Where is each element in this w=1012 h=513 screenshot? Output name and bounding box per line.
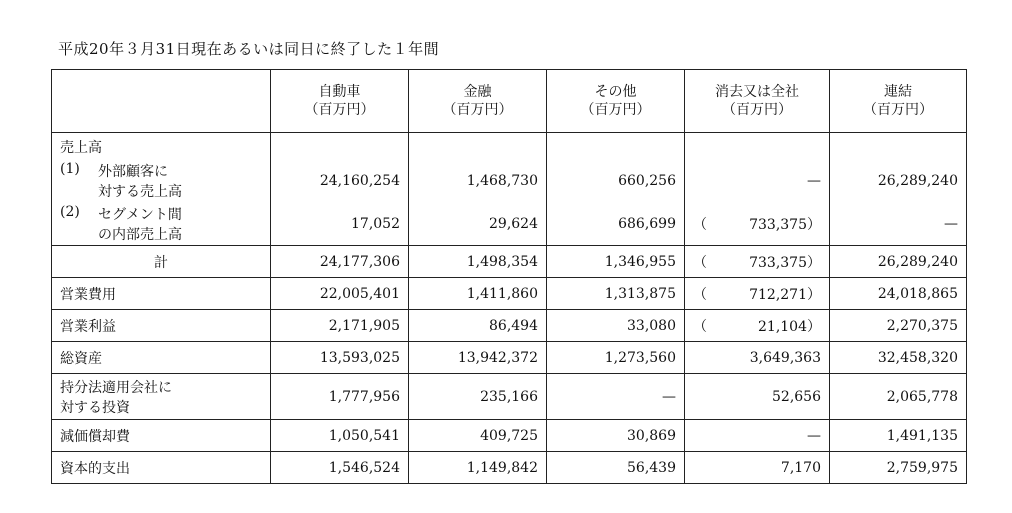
capex-finance: 1,149,842 <box>409 452 547 484</box>
row-label-capex: 資本的支出 <box>52 452 271 484</box>
header-consol: 連結 （百万円） <box>830 70 967 133</box>
depr-auto: 1,050,541 <box>271 420 409 452</box>
equity-auto: 1,777,956 <box>271 374 409 420</box>
total-elim: （ 733,375） <box>685 246 830 278</box>
equity-other: — <box>547 374 685 420</box>
table-row-op-inc <box>52 310 967 342</box>
total-consol: 26,289,240 <box>830 246 967 278</box>
equity-consol: 2,065,778 <box>830 374 967 420</box>
header-row <box>52 70 967 133</box>
depr-elim: — <box>685 420 830 452</box>
assets-finance: 13,942,372 <box>409 342 547 374</box>
op-exp-finance: 1,411,860 <box>409 278 547 310</box>
header-other: その他 （百万円） <box>547 70 685 133</box>
op-exp-elim: （ 712,271） <box>685 278 830 310</box>
op-inc-auto: 2,171,905 <box>271 310 409 342</box>
total-other: 1,346,955 <box>547 246 685 278</box>
op-inc-other: 33,080 <box>547 310 685 342</box>
table-caption: 平成20年３月31日現在あるいは同日に終了した１年間 <box>58 40 440 58</box>
sales-consol: 26,289,240 — <box>830 133 967 246</box>
header-finance: 金融 （百万円） <box>409 70 547 133</box>
op-inc-elim: （ 21,104） <box>685 310 830 342</box>
capex-consol: 2,759,975 <box>830 452 967 484</box>
row-label-equity: 持分法適用会社に 対する投資 <box>52 374 271 420</box>
assets-auto: 13,593,025 <box>271 342 409 374</box>
total-auto: 24,177,306 <box>271 246 409 278</box>
assets-elim: 3,649,363 <box>685 342 830 374</box>
op-exp-auto: 22,005,401 <box>271 278 409 310</box>
sales-auto: 24,160,254 17,052 <box>271 133 409 246</box>
row-label-total: 計 <box>52 246 271 278</box>
equity-finance: 235,166 <box>409 374 547 420</box>
row-label-op-exp: 営業費用 <box>52 278 271 310</box>
header-auto: 自動車 （百万円） <box>271 70 409 133</box>
table-row-capex <box>52 452 967 484</box>
row-label-assets: 総資産 <box>52 342 271 374</box>
op-exp-consol: 24,018,865 <box>830 278 967 310</box>
row-label-depr: 減価償却費 <box>52 420 271 452</box>
capex-elim: 7,170 <box>685 452 830 484</box>
segment-table <box>51 69 967 484</box>
depr-finance: 409,725 <box>409 420 547 452</box>
row-label-op-inc: 営業利益 <box>52 310 271 342</box>
table-row-depr <box>52 420 967 452</box>
assets-other: 1,273,560 <box>547 342 685 374</box>
op-exp-other: 1,313,875 <box>547 278 685 310</box>
table-row-op-exp <box>52 278 967 310</box>
equity-elim: 52,656 <box>685 374 830 420</box>
table-row-sales <box>52 133 967 246</box>
capex-auto: 1,546,524 <box>271 452 409 484</box>
row-label-sales: 売上高 (1) 外部顧客に 対する売上高 (2) セグメント間 の内部売上高 <box>52 133 271 246</box>
op-inc-finance: 86,494 <box>409 310 547 342</box>
table-row-equity <box>52 374 967 420</box>
total-finance: 1,498,354 <box>409 246 547 278</box>
sales-other: 660,256 686,699 <box>547 133 685 246</box>
table-row-assets <box>52 342 967 374</box>
depr-other: 30,869 <box>547 420 685 452</box>
sales-finance: 1,468,730 29,624 <box>409 133 547 246</box>
header-blank <box>52 70 271 133</box>
sales-elim: — （ 733,375） <box>685 133 830 246</box>
header-elim: 消去又は全社 （百万円） <box>685 70 830 133</box>
table-row-total <box>52 246 967 278</box>
depr-consol: 1,491,135 <box>830 420 967 452</box>
assets-consol: 32,458,320 <box>830 342 967 374</box>
op-inc-consol: 2,270,375 <box>830 310 967 342</box>
capex-other: 56,439 <box>547 452 685 484</box>
